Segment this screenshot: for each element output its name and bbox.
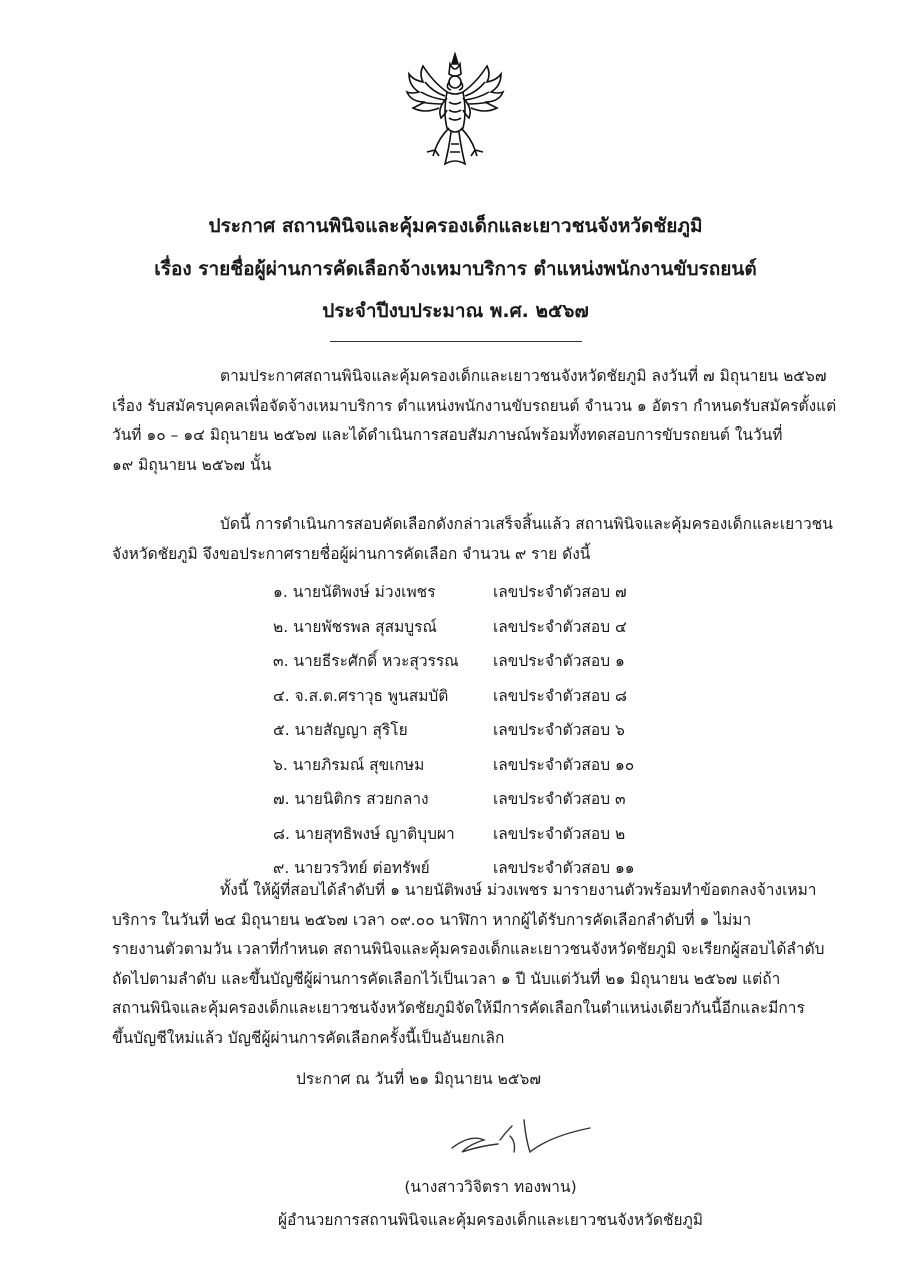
garuda-emblem-icon [405, 52, 505, 170]
exam-number: เลขประจำตัวสอบ ๖ [493, 721, 625, 739]
signer-name: (นางสาววิจิตรา ทองพาน) [404, 1178, 577, 1196]
list-item [273, 679, 673, 714]
paragraph-line: ตามประกาศสถานพินิจและคุ้มครองเด็กและเยาวชนจังหวัดชัยภูมิ ลงวันที่ ๗ มิถุนายน ๒๕๖๗ [220, 367, 827, 385]
candidate-name: ๓. นายธีระศักดิ์ หวะสุวรรณ [273, 652, 459, 670]
paragraph-line: ขึ้นบัญชีใหม่แล้ว บัญชีผู้ผ่านการคัดเลือกครั้งนี้เป็นอันยกเลิก [112, 1028, 505, 1047]
candidate-name: ๕. นายสัญญา สุริโย [273, 721, 408, 739]
candidate-name: ๘. นายสุทธิพงษ์ ญาติบุบผา [273, 824, 455, 843]
exam-number: เลขประจำตัวสอบ ๔ [493, 617, 627, 636]
list-item [273, 610, 673, 645]
announcement-subject: เรื่อง รายชื่อผู้ผ่านการคัดเลือกจ้างเหมาบริการ ตำแหน่งพนักงานขับรถยนต์ [154, 258, 757, 280]
candidate-list [273, 575, 673, 886]
exam-number: เลขประจำตัวสอบ ๑ [493, 652, 625, 670]
list-item [273, 575, 673, 610]
exam-number: เลขประจำตัวสอบ ๓ [493, 790, 626, 808]
list-item [273, 748, 673, 783]
candidate-name: ๖. นายภิรมณ์ สุขเกษม [273, 755, 425, 774]
paragraph-line: ๑๙ มิถุนายน ๒๕๖๗ นั้น [112, 455, 272, 474]
exam-number: เลขประจำตัวสอบ ๑๐ [493, 755, 635, 774]
list-item [273, 817, 673, 852]
exam-number: เลขประจำตัวสอบ ๑๑ [493, 859, 635, 877]
list-item [273, 782, 673, 817]
list-item [273, 644, 673, 679]
paragraph-reference [112, 362, 837, 480]
signature-image [440, 1112, 610, 1162]
paragraph-line: เรื่อง รับสมัครบุคคลเพื่อจัดจ้างเหมาบริการ ตำแหน่งพนักงานขับรถยนต์ จำนวน ๑ อัตรา กำหนดรับสมัครตั้งแต่ [112, 396, 837, 415]
paragraph-line: จังหวัดชัยภูมิ จึงขอประกาศรายชื่อผู้ผ่านการคัดเลือก จำนวน ๙ ราย ดังนี้ [112, 544, 591, 563]
title-divider [330, 341, 582, 342]
candidate-name: ๒. นายพัชรพล สุสมบูรณ์ [273, 617, 437, 636]
paragraph-line: ทั้งนี้ ให้ผู้ที่สอบได้ลำดับที่ ๑ นายนัติพงษ์ ม่วงเพชร มารายงานตัวพร้อมทำข้อตกลงจ้างเหมา [220, 881, 817, 899]
list-item [273, 713, 673, 748]
candidate-name: ๑. นายนัติพงษ์ ม่วงเพชร [273, 583, 436, 601]
candidate-name: ๔. จ.ส.ต.ศราวุธ พูนสมบัติ [273, 686, 449, 705]
paragraph-line: รายงานตัวตามวัน เวลาที่กำหนด สถานพินิจและคุ้มครองเด็กและเยาวชนจังหวัดชัยภูมิ จะเรียกผู้สอบได้ลำดับ [112, 940, 825, 958]
exam-number: เลขประจำตัวสอบ ๒ [493, 824, 626, 843]
paragraph-line: สถานพินิจและคุ้มครองเด็กและเยาวชนจังหวัดชัยภูมิจัดให้มีการคัดเลือกในตำแหน่งเดียวกันนี้อีกและมีการ [112, 999, 805, 1017]
paragraph-line: บริการ ในวันที่ ๒๔ มิถุนายน ๒๕๖๗ เวลา ๐๙.๐๐ นาฬิกา หากผู้ได้รับการคัดเลือกลำดับที่ ๑ ไม่มา [112, 910, 752, 929]
paragraph-instructions [112, 876, 825, 1053]
candidate-name: ๙. นายวรวิทย์ ต่อทรัพย์ [273, 859, 430, 877]
candidate-name: ๗. นายนิติกร สวยกลาง [273, 790, 429, 808]
exam-number: เลขประจำตัวสอบ ๗ [493, 583, 627, 601]
paragraph-result [112, 510, 833, 569]
fiscal-year-line: ประจำปีงบประมาณ พ.ศ. ๒๕๖๗ [322, 300, 589, 322]
paragraph-line: ถัดไปตามลำดับ และขึ้นบัญชีผู้ผ่านการคัดเลือกไว้เป็นเวลา ๑ ปี นับแต่วันที่ ๒๑ มิถุนายน ๒๕๖๗ แต่ถ้า [112, 969, 781, 988]
paragraph-line: วันที่ ๑๐ – ๑๔ มิถุนายน ๒๕๖๗ และได้ดำเนินการสอบสัมภาษณ์พร้อมทั้งทดสอบการขับรถยนต์ ในวันที่ [112, 426, 783, 444]
announcement-date: ประกาศ ณ วันที่ ๒๑ มิถุนายน ๒๕๖๗ [296, 1070, 542, 1088]
paragraph-line: บัดนี้ การดำเนินการสอบคัดเลือกดังกล่าวเสร็จสิ้นแล้ว สถานพินิจและคุ้มครองเด็กและเยาวชน [220, 515, 833, 533]
announcement-title: ประกาศ สถานพินิจและคุ้มครองเด็กและเยาวชนจังหวัดชัยภูมิ [208, 215, 703, 237]
signer-position: ผู้อำนวยการสถานพินิจและคุ้มครองเด็กและเยาวชนจังหวัดชัยภูมิ [277, 1211, 704, 1229]
exam-number: เลขประจำตัวสอบ ๘ [493, 686, 627, 705]
